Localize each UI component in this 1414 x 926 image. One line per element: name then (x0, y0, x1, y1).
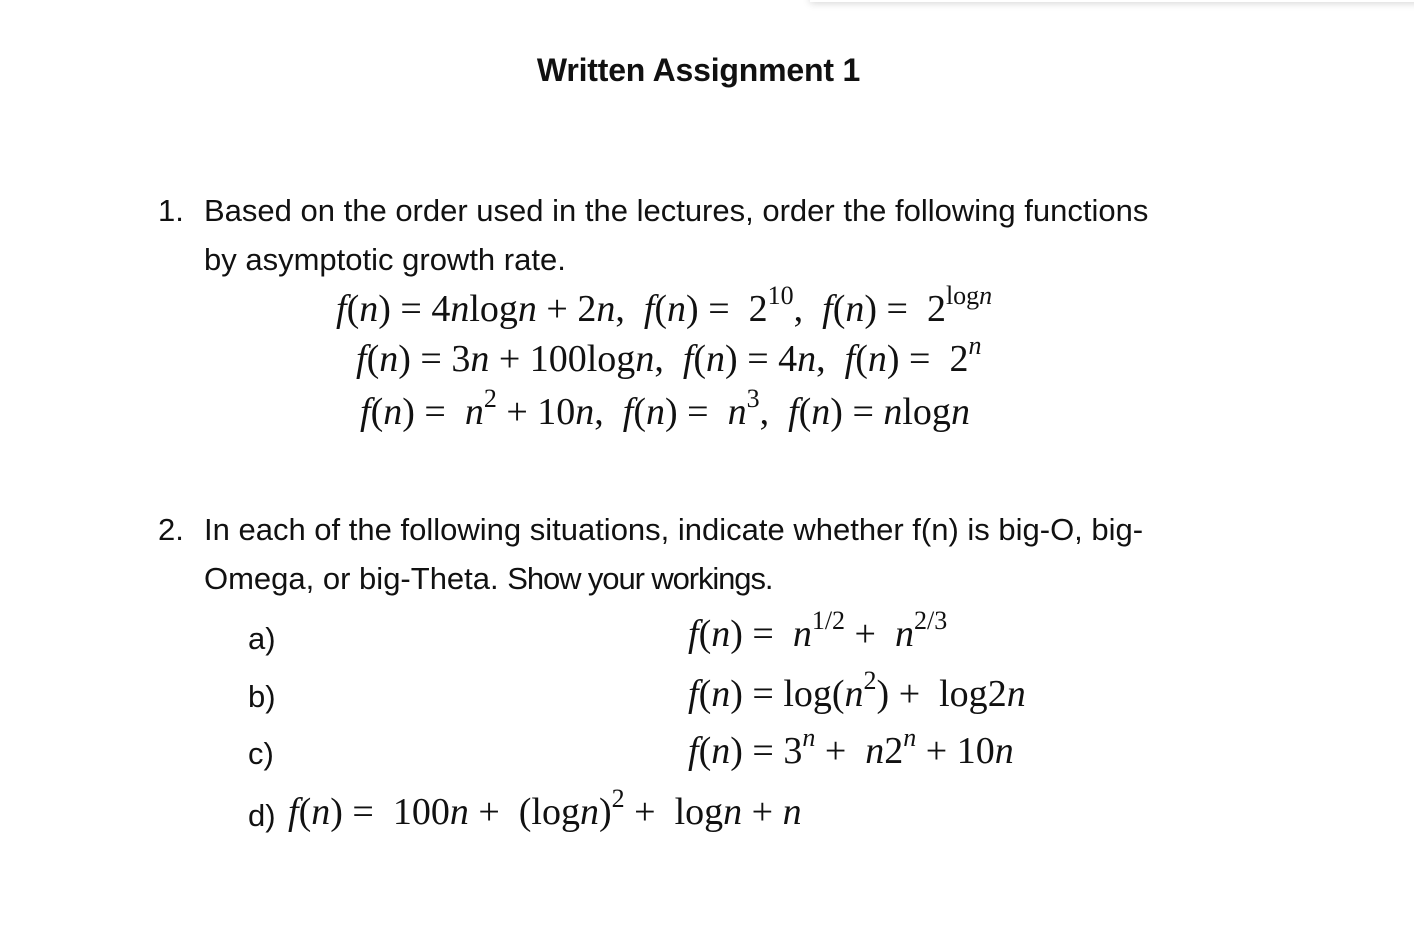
question-2-line-2: Omega, or big-Theta. Show your workings. (204, 561, 773, 596)
show-workings-text: Show your workings. (507, 561, 773, 596)
question-2-text (204, 505, 1294, 603)
question-2-number: 2. (158, 512, 184, 547)
question-2-line-1: In each of the following situations, indicate whether f(n) is big-O, big- (204, 512, 1144, 547)
q1-function-5: f(n) = 4n, (682, 338, 826, 380)
q1-function-2: $f(n) = 2^{10}$, (643, 281, 804, 330)
part-a-expression: $f(n) = n^{1/2} + n^{2/3}$ (688, 606, 948, 655)
part-a-label: a) (248, 621, 276, 656)
q1-function-9: f(n) = nlogn (788, 391, 970, 433)
q1-function-8: $f(n) = n^3$, (622, 384, 770, 433)
part-d-label: d) (248, 798, 276, 833)
q1-function-4: f(n) = 3n + 100logn, (356, 338, 664, 380)
page-title: Written Assignment 1 (536, 52, 861, 88)
q1-function-row-3 (360, 384, 970, 434)
q1-function-6: f(n) = 2$^n$ (844, 331, 982, 380)
part-c-label: c) (248, 736, 274, 771)
part-c-expression: f(n) = 3$^n$ + n2$^n$ + 10n (688, 723, 1014, 772)
part-b-label: b) (248, 679, 276, 714)
q1-function-row-1 (336, 281, 993, 331)
q1-function-3: $f(n) = 2^{logn}$ (822, 281, 993, 330)
question-1-text (204, 186, 1294, 284)
question-1-number: 1. (158, 193, 184, 228)
question-1-line-1: Based on the order used in the lectures, order the following functions (204, 193, 1149, 228)
q1-function-1: f(n) = 4nlogn + 2n, (336, 288, 625, 330)
part-d-expression: $f(n) = 100n + (\log n)^2 + \log n + n$ (288, 784, 802, 833)
part-b-expression: $f(n) = \log(n^2) + \log 2n$ (688, 666, 1026, 715)
q1-function-row-2 (356, 331, 982, 381)
window-shadow-edge (810, 0, 1414, 2)
question-1-line-2: by asymptotic growth rate. (204, 242, 566, 277)
q1-function-7: $f(n) = n^2 + 10n$, (360, 384, 604, 433)
